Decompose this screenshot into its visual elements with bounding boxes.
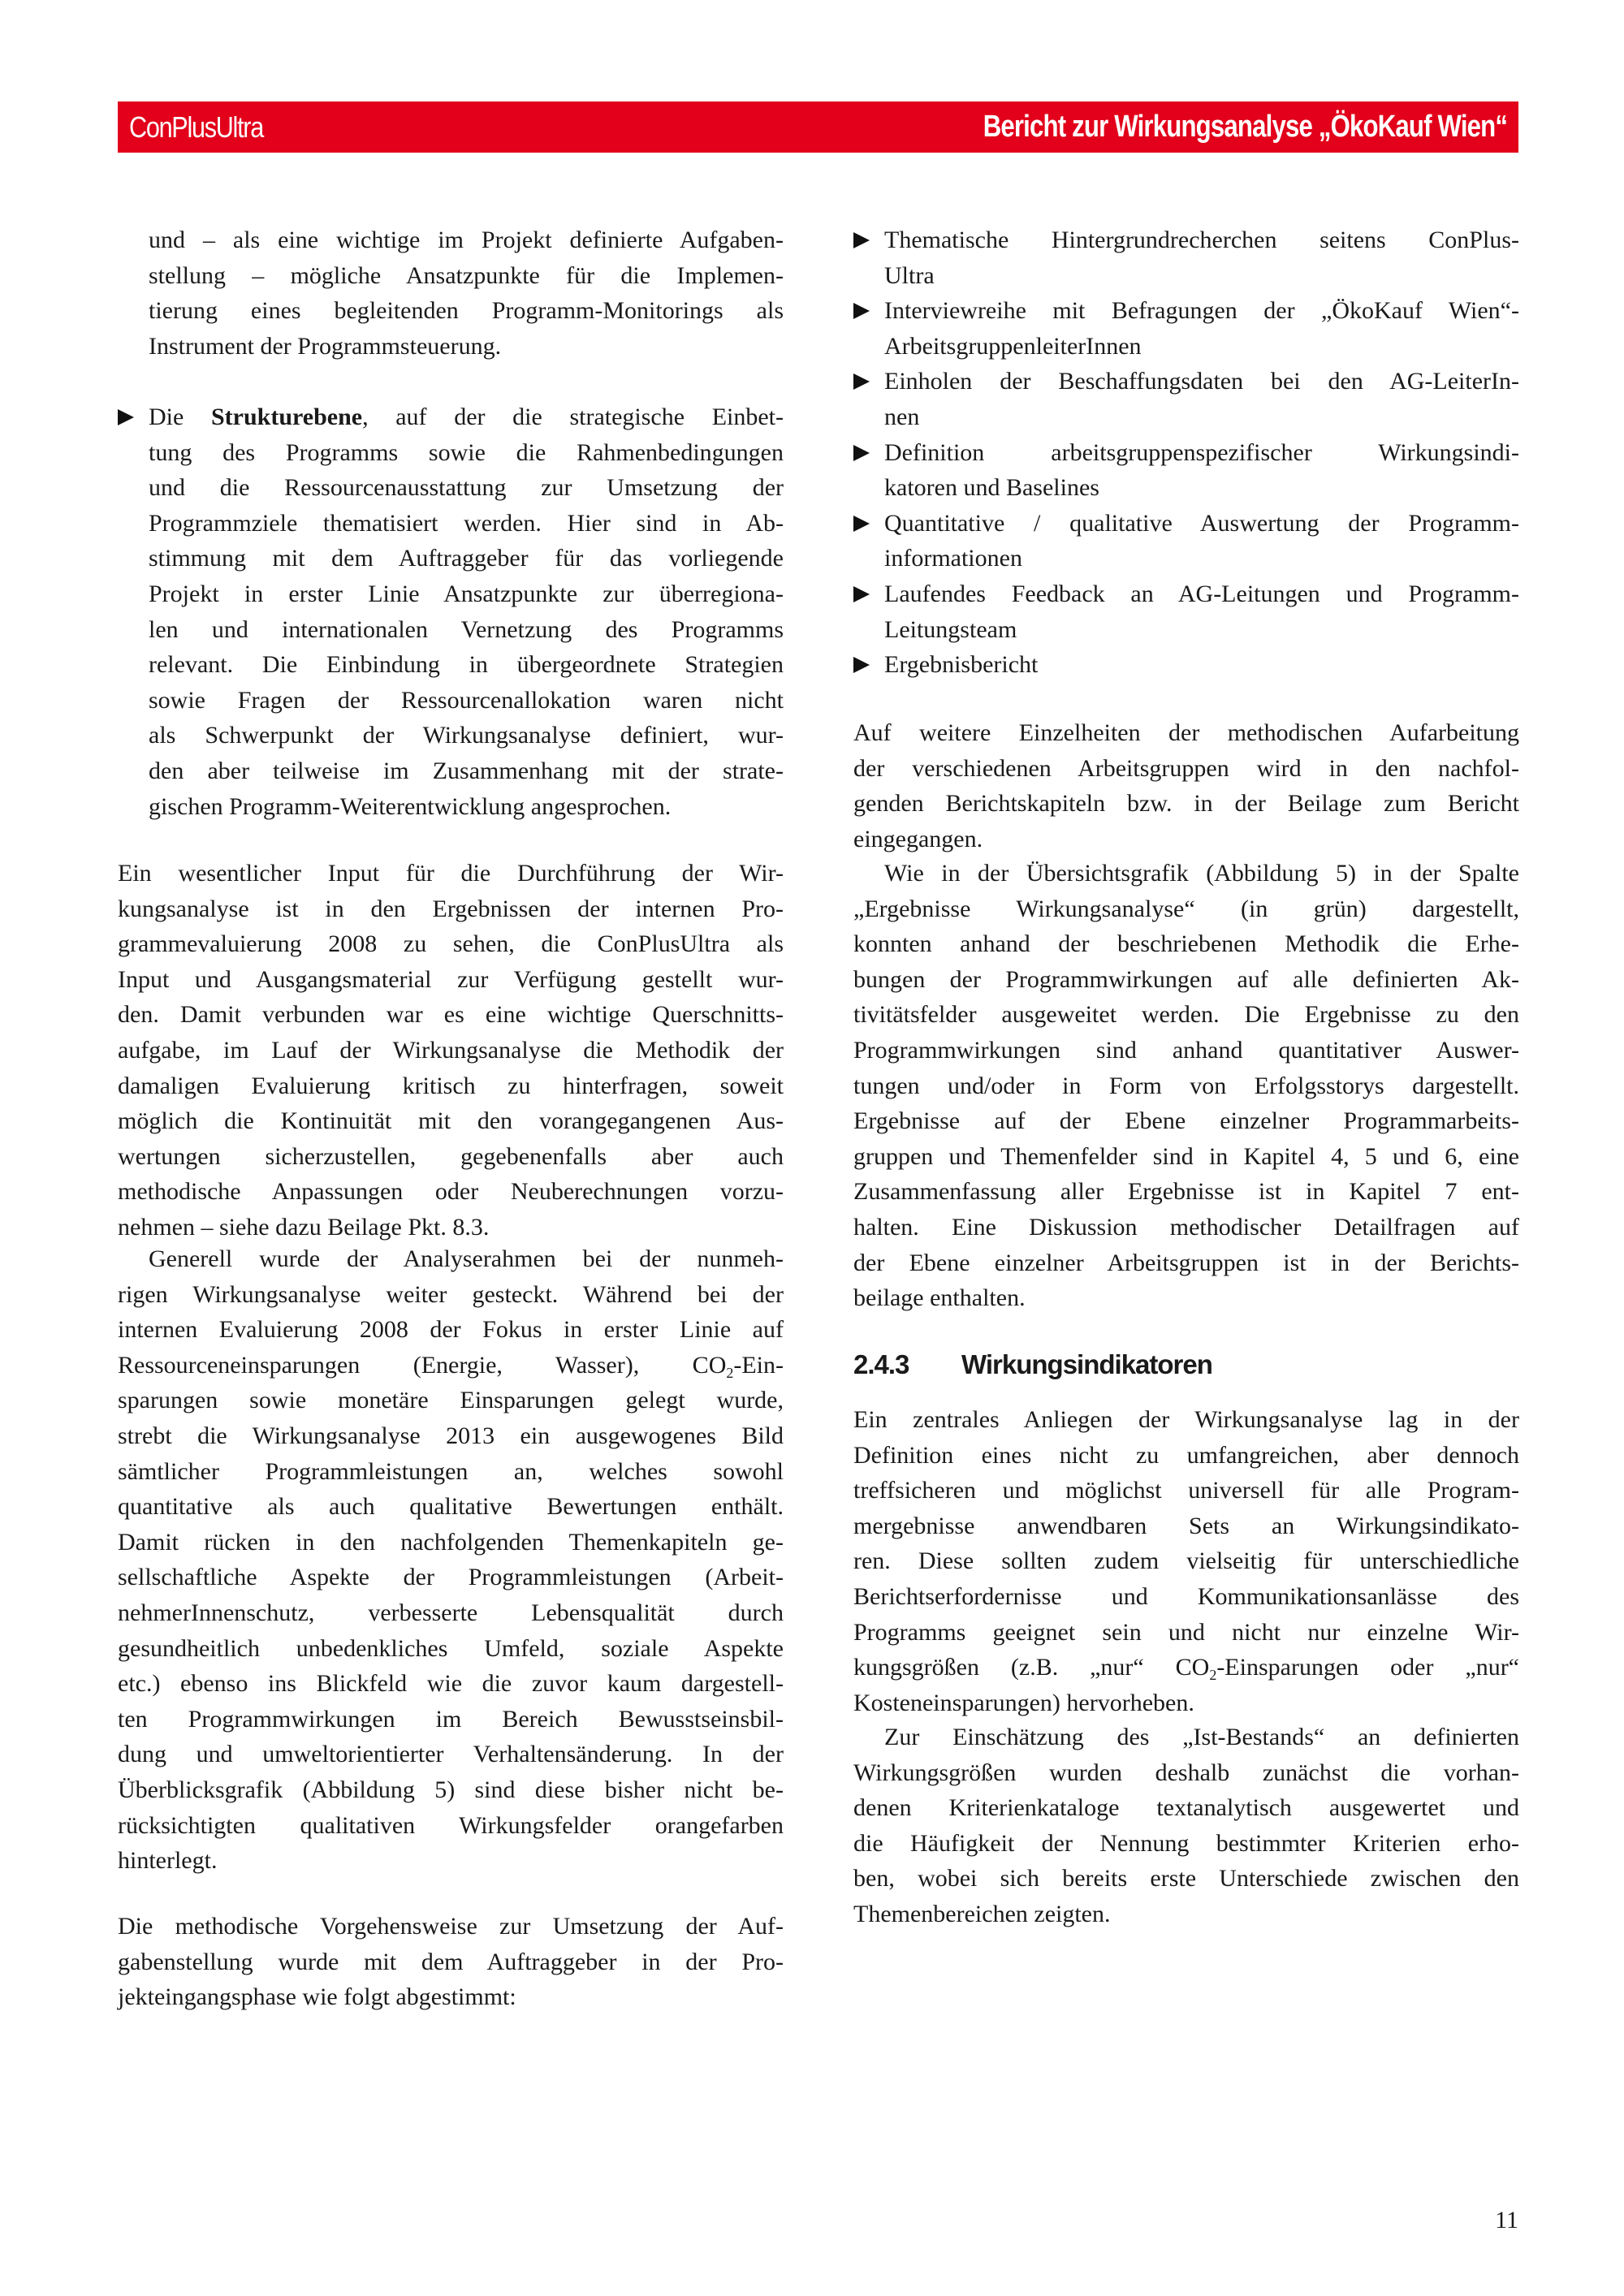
bold-term: Strukturebene (210, 404, 363, 430)
triangle-bullet-icon (853, 586, 870, 602)
text-line: Programmwirkungen sind anhand quantitativer Auswer- (853, 1036, 1519, 1064)
text-line: hinterlegt. (118, 1847, 218, 1875)
text-line: und – als eine wichtige im Projekt definierte Aufgaben- (149, 227, 784, 253)
text-line: Ultra (884, 261, 935, 289)
text-line: grammevaluierung 2008 zu sehen, die ConPlusUltra als (118, 930, 784, 958)
text-line: Ressourceneinsparungen (Energie, Wasser), $CO_2-Ein-$ (118, 1351, 784, 1381)
text-line: Programmziele thematisiert werden. Hier sind in Ab- (149, 509, 784, 537)
text-line: Auf weitere Einzelheiten der methodischen Aufarbeitung (853, 719, 1519, 746)
text-line: Überblicksgrafik (Abbildung 5) sind diese bisher nicht be- (118, 1776, 784, 1803)
text-line: beilage enthalten. (853, 1284, 1026, 1312)
text-line: Die methodische Vorgehensweise zur Umsetzung der Auf- (118, 1913, 784, 1940)
text-line: dung und umweltorientierter Verhaltensänderung. In der (118, 1741, 784, 1768)
text-line: Definition arbeitsgruppenspezifischer Wirkungsindi- (884, 438, 1519, 466)
right-paragraph-2 (853, 856, 1519, 1316)
list-item (884, 293, 1519, 364)
text-line: informationen (884, 545, 1022, 572)
text-line: eingegangen. (853, 825, 983, 852)
triangle-bullet-icon (853, 445, 870, 461)
list-item (884, 435, 1519, 506)
text-line: Berichtserfordernisse und Kommunikationsanlässe des (853, 1582, 1519, 1610)
text-line: gesundheitlich unbedenkliches Umfeld, soziale Aspekte (118, 1634, 784, 1662)
list-item (884, 364, 1519, 434)
text-line: nehmerInnenschutz, verbesserte Lebensqualität durch (118, 1599, 784, 1626)
text-line: stellung – mögliche Ansatzpunkte für die Implemen- (149, 261, 784, 289)
right-paragraph-3 (853, 1402, 1519, 1720)
text-line: katoren und Baselines (884, 474, 1099, 502)
text-line: bungen der Programmwirkungen auf alle definierten Ak- (853, 965, 1519, 993)
text-line: Kosteneinsparungen) hervorheben. (853, 1689, 1194, 1716)
text-line: internen Evaluierung 2008 der Fokus in erster Linie auf (118, 1316, 784, 1344)
text-line: nehmen – siehe dazu Beilage Pkt. 8.3. (118, 1213, 490, 1241)
text-line: Projekt in erster Linie Ansatzpunkte zur überregiona- (149, 580, 784, 607)
text-line: den. Damit verbunden war es eine wichtige Querschnitts- (118, 1001, 784, 1029)
left-paragraph-4 (118, 1241, 784, 1879)
section-number: 2.4.3 (853, 1349, 909, 1379)
list-item (884, 576, 1519, 647)
text-line: der verschiedenen Arbeitsgruppen wird in den nachfol- (853, 754, 1519, 782)
text-line: als Schwerpunkt der Wirkungsanalyse definiert, wur- (149, 722, 784, 749)
text-line: Zur Einschätzung des „Ist-Bestands“ an definierten (884, 1724, 1519, 1750)
brand-name: ConPlusUltra (129, 110, 263, 144)
text-line: sämtlicher Programmleistungen an, welches sowohl (118, 1457, 784, 1485)
text-line: relevant. Die Einbindung in übergeordnete Strategien (149, 651, 784, 679)
text-line: Einholen der Beschaffungsdaten bei den AG-LeiterIn- (884, 368, 1519, 395)
text-line: genden Berichtskapiteln bzw. in der Beilage zum Bericht (853, 790, 1519, 818)
text-line: sellschaftliche Aspekte der Programmleistungen (Arbeit- (118, 1564, 784, 1591)
left-bullet-strukturebene (149, 399, 784, 824)
text-line: Themenbereichen zeigten. (853, 1900, 1111, 1927)
subscript: 2 (1209, 1667, 1217, 1684)
triangle-bullet-icon (853, 657, 870, 673)
text-line: Ein zentrales Anliegen der Wirkungsanalyse lag in der (853, 1406, 1519, 1433)
left-paragraph-3 (118, 856, 784, 1245)
left-paragraph-5 (118, 1909, 784, 2015)
text-line: quantitative als auch qualitative Bewertungen enthält. (118, 1493, 784, 1521)
text-line: tivitätsfelder ausgeweitet werden. Die Ergebnisse zu den (853, 1001, 1519, 1029)
text-line: Generell wurde der Analyserahmen bei der nunmeh- (149, 1245, 784, 1272)
page-number: 11 (1495, 2207, 1518, 2233)
text-line: Zusammenfassung aller Ergebnisse ist in Kapitel 7 ent- (853, 1178, 1519, 1206)
text-line: jekteingangsphase wie folgt abgestimmt: (118, 1983, 516, 2011)
left-paragraph-1 (149, 222, 784, 364)
text-line: sparungen sowie monetäre Einsparungen gelegt wurde, (118, 1387, 784, 1414)
triangle-bullet-icon (853, 232, 870, 248)
text-line: aufgabe, im Lauf der Wirkungsanalyse die Methodik der (118, 1036, 784, 1064)
triangle-bullet-icon (853, 516, 870, 532)
text-line: tung des Programms sowie die Rahmenbedingungen (149, 438, 784, 466)
subscript: 2 (726, 1364, 734, 1381)
text-line: kungsgrößen (z.B. „nur“ $CO_2$-Einsparungen oder „nur“ (853, 1654, 1519, 1684)
text-line: Quantitative / qualitative Auswertung der Programm- (884, 509, 1519, 537)
text-line: ten Programmwirkungen im Bereich Bewusstseinsbil- (118, 1705, 784, 1733)
text-line: und die Ressourcenausstattung zur Umsetzung der (149, 474, 784, 502)
text-line: treffsicheren und möglichst universell für alle Program- (853, 1477, 1519, 1504)
text-line: konnten anhand der beschriebenen Methodik die Erhe- (853, 930, 1519, 958)
text-line: Input und Ausgangsmaterial zur Verfügung gestellt wur- (118, 965, 784, 993)
text-line: Wie in der Übersichtsgrafik (Abbildung 5) in der Spalte (884, 860, 1519, 887)
text-line: „Ergebnisse Wirkungsanalyse“ (in grün) dargestellt, (853, 895, 1519, 922)
text-line: Definition eines nicht zu umfangreichen, aber dennoch (853, 1441, 1519, 1469)
text-line: gruppen und Themenfelder sind in Kapitel 4, 5 und 6, eine (853, 1142, 1519, 1170)
right-paragraph-4 (853, 1720, 1519, 1932)
text-line: ben, wobei sich bereits erste Unterschiede zwischen den (853, 1865, 1519, 1892)
text-line: tungen und/oder in Form von Erfolgsstorys dargestellt. (853, 1072, 1519, 1099)
text-line: Wirkungsgrößen wurden deshalb zunächst die vorhan- (853, 1759, 1519, 1786)
text-line: Damit rücken in den nachfolgenden Themenkapiteln ge- (118, 1528, 784, 1556)
text-line: rücksichtigten qualitativen Wirkungsfelder orangefarben (118, 1811, 784, 1839)
text-line: sowie Fragen der Ressourcenallokation waren nicht (149, 686, 784, 714)
triangle-bullet-icon (853, 373, 870, 390)
text-line: der Ebene einzelner Arbeitsgruppen ist in der Berichts- (853, 1249, 1519, 1276)
text-line: halten. Eine Diskussion methodischer Detailfragen auf (853, 1213, 1519, 1241)
text-line: Leitungsteam (884, 615, 1017, 643)
section-heading (853, 1349, 1212, 1380)
text-line: Programms geeignet sein und nicht nur einzelne Wir- (853, 1618, 1519, 1646)
text-line: Ergebnisse auf der Ebene einzelner Programmarbeits- (853, 1107, 1519, 1135)
text-line: rigen Wirkungsanalyse weiter gesteckt. Während bei der (118, 1280, 784, 1308)
text-line: strebt die Wirkungsanalyse 2013 ein ausgewogenes Bild (118, 1422, 784, 1449)
text-line: nen (884, 403, 920, 430)
text-line: ArbeitsgruppenleiterInnen (884, 332, 1142, 360)
text-line: kungsanalyse ist in den Ergebnissen der internen Pro- (118, 895, 784, 922)
text-line: ren. Diese sollten zudem vielseitig für unterschiedliche (853, 1547, 1519, 1575)
text-line: gabenstellung wurde mit dem Auftraggeber in der Pro- (118, 1948, 784, 1975)
text-line: den aber teilweise im Zusammenhang mit der strate- (149, 757, 784, 784)
text-line: möglich die Kontinuität mit den vorangegangenen Aus- (118, 1107, 784, 1135)
right-paragraph-1 (853, 715, 1519, 857)
text-line: damaligen Evaluierung kritisch zu hinterfragen, soweit (118, 1072, 784, 1099)
report-title: Bericht zur Wirkungsanalyse „ÖkoKauf Wien“ (983, 110, 1507, 144)
text-line: len und internationalen Vernetzung des Programms (149, 615, 784, 643)
text-line: Laufendes Feedback an AG-Leitungen und Programm- (884, 580, 1519, 607)
text-line: Die Strukturebene, auf der die strategische Einbet- (149, 404, 784, 430)
triangle-bullet-icon (118, 409, 134, 425)
text-line: denen Kriterienkataloge textanalytisch ausgewertet und (853, 1794, 1519, 1822)
text-line: die Häufigkeit der Nennung bestimmter Kriterien erho- (853, 1829, 1519, 1857)
list-item (884, 222, 1519, 293)
triangle-bullet-icon (853, 303, 870, 319)
text-line: mergebnisse anwendbaren Sets an Wirkungsindikato- (853, 1512, 1519, 1539)
text-line: wertungen sicherzustellen, gegebenenfalls aber auch (118, 1142, 784, 1170)
list-item (884, 506, 1519, 576)
text-line: Interviewreihe mit Befragungen der „ÖkoKauf Wien“- (884, 297, 1519, 325)
text-line: stimmung mit dem Auftraggeber für das vorliegende (149, 545, 784, 572)
text-line: methodische Anpassungen oder Neuberechnungen vorzu- (118, 1178, 784, 1206)
header-bar (118, 101, 1518, 153)
text-line: Ergebnisbericht (884, 651, 1039, 679)
text-line: Instrument der Programmsteuerung. (149, 332, 502, 360)
text-line: etc.) ebenso ins Blickfeld wie die zuvor kaum dargestell- (118, 1670, 784, 1698)
text-line: tierung eines begleitenden Programm-Monitorings als (149, 297, 784, 325)
text-line: gischen Programm-Weiterentwicklung angesprochen. (149, 792, 672, 820)
method-bullet-list (884, 222, 1519, 683)
section-title: Wirkungsindikatoren (961, 1349, 1212, 1379)
list-item (884, 647, 1519, 683)
text-line: Ein wesentlicher Input für die Durchführung der Wir- (118, 860, 784, 887)
text-line: Thematische Hintergrundrecherchen seitens ConPlus- (884, 227, 1519, 253)
